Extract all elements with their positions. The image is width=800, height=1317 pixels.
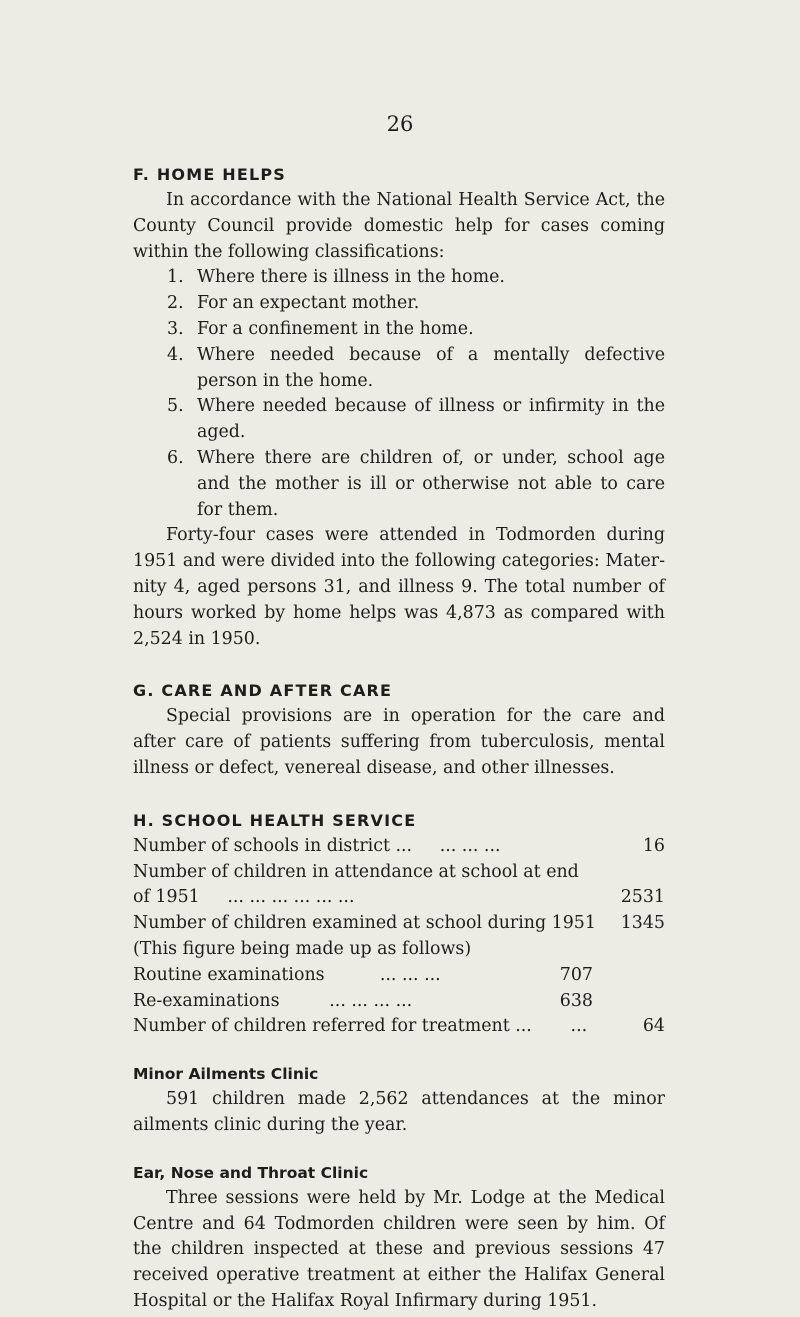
ent-clinic-heading: Ear, Nose and Throat Clinic <box>133 1163 369 1182</box>
minor-ailments-text: 591 children made 2,562 attendances at the minor ailments clinic during the year. <box>133 1089 665 1135</box>
list-item-text: For a confinement in the home. <box>197 318 474 339</box>
leader-dots: ... ... ... <box>439 835 501 856</box>
minor-ailments-heading: Minor Ailments Clinic <box>133 1065 319 1084</box>
list-item <box>133 394 665 446</box>
stat-label: Number of schools in district ... <box>133 835 413 856</box>
section-g-heading: G. CARE AND AFTER CARE <box>133 681 393 701</box>
classification-list <box>133 265 665 523</box>
leader-dots: ... ... ... ... <box>329 990 413 1011</box>
leader-dots: ... ... ... <box>379 964 441 985</box>
ent-clinic-text: Three sessions were held by Mr. Lodge at the Medical Centre and 64 Todmorden children were seen by him. Of the children inspected at these and previous sessions 47 received operative treatment at either the Halifax General Hospital or the Halifax Royal Infirmary during 1951. <box>133 1187 665 1311</box>
stat-label: Re-examinations <box>133 990 280 1011</box>
list-item-text: Where there are children of, or under, school age and the mother is ill or otherwise not able to care for them. <box>197 447 665 520</box>
list-item-number: 3. <box>167 318 184 339</box>
stat-note: (This figure being made up as follows) <box>133 938 472 959</box>
list-item <box>133 265 665 291</box>
stat-row-routine <box>133 963 665 989</box>
stat-row-referred <box>133 1014 665 1040</box>
list-item-text: Where needed because of illness or infirmity in the aged. <box>197 396 665 443</box>
list-item-text: For an expectant mother. <box>197 293 420 314</box>
list-item-text: Where needed because of a mentally defective person in the home. <box>197 344 665 391</box>
stat-row-attendance <box>133 885 665 911</box>
list-item <box>133 291 665 317</box>
list-item-number: 5. <box>167 396 184 417</box>
section-f-summary: Forty-four cases were attended in Todmorden during 1951 and were divided into the following categories: Maternity 4, aged persons 31, and illness 9. The total number of hours worked by home helps was 4,873 as compared with 2,524 in 1950. <box>133 525 665 649</box>
list-item <box>133 446 665 523</box>
stat-row-note <box>133 937 665 963</box>
stat-value: 64 <box>642 1016 665 1037</box>
leader-dots: ... ... ... ... ... ... <box>227 887 355 908</box>
stat-label: Number of children referred for treatment ... <box>133 1016 532 1037</box>
section-f-intro: In accordance with the National Health Service Act, the County Council provide domestic help for cases coming within the following classifications: <box>133 190 665 262</box>
list-item <box>133 317 665 343</box>
section-g-text: Special provisions are in operation for the care and after care of patients suffering from tuberculosis, mental illness or defect, venereal disease, and other illnesses. <box>133 706 665 778</box>
list-item-number: 4. <box>167 344 184 365</box>
list-item-number: 2. <box>167 293 184 314</box>
list-item <box>133 343 665 395</box>
stat-row-reexam <box>133 989 665 1015</box>
section-f-heading: F. HOME HELPS <box>133 165 287 184</box>
page-content <box>133 162 665 1315</box>
list-item-number: 1. <box>167 267 184 288</box>
stat-value: 707 <box>559 964 593 985</box>
stat-row-schools <box>133 834 665 860</box>
stat-label: Number of children in attendance at school at end <box>133 861 579 882</box>
stat-label: of 1951 <box>133 887 200 908</box>
stat-value: 16 <box>642 835 665 856</box>
page-number: 26 <box>386 112 414 136</box>
list-item-text: Where there is illness in the home. <box>197 267 505 288</box>
stat-row-attendance-line1 <box>133 860 665 886</box>
stat-value: 1345 <box>620 913 665 934</box>
leader-dots: ... <box>570 1016 588 1037</box>
stat-value: 638 <box>559 990 593 1011</box>
stat-row-examined <box>133 911 665 937</box>
stat-value: 2531 <box>620 887 665 908</box>
stat-label: Number of children examined at school during 1951 <box>133 913 596 934</box>
list-item-number: 6. <box>167 447 184 468</box>
section-h-heading: H. SCHOOL HEALTH SERVICE <box>133 810 417 830</box>
stat-label: Routine examinations <box>133 964 325 985</box>
